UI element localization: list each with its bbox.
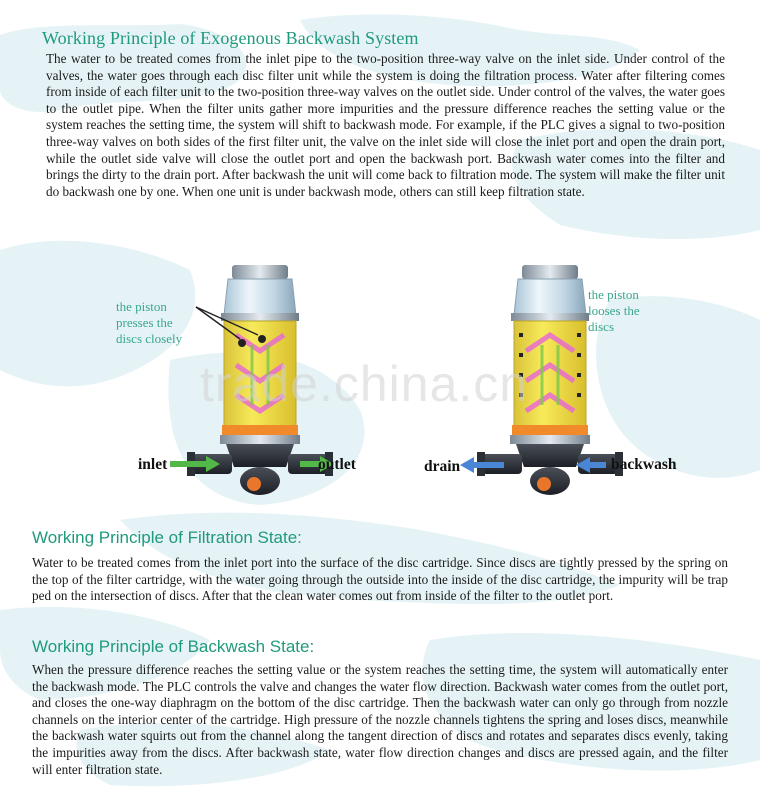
note-left-line-1: the piston — [116, 299, 167, 314]
label-drain: drain — [424, 458, 461, 475]
section-title-filtration: Working Principle of Filtration State: — [32, 528, 302, 547]
section-body-exogenous: The water to be treated comes from the inlet pipe to the two-position three-way valve on the inlet side. Under control of the valves, the water goes through each disc filter unit while the system is doing the filtration process. Water after filtering comes from inside of each filter unit to the two-position three-way valves on the outlet side. Under control of the valves, the water goes to the outlet pipe. When the filter units gather more impurities and the pressure difference reaches the setting value or the system reaches the setting time, the system will shift to backwash mode. For example, if the PLC gives a signal to two-position three-way valves on both sides of the first filter unit, the valve on the inlet side will close the inlet port and open the drain port, while the outlet side valve will close the outlet port and open the backwash port. Backwash water comes into the filter and brings the dirty to the drain port. After backwash the unit will come back to filtration mode. The system will make the filter unit do backwash one by one. When one unit is under backwash mode, others can still keep filtration state. — [46, 51, 725, 199]
note-right-line-1: the piston — [588, 287, 639, 302]
note-right-line-2: looses the — [588, 303, 640, 318]
note-right — [588, 287, 640, 335]
note-left — [116, 299, 182, 347]
section-body-backwash: When the pressure difference reaches the setting value or the system reaches the setting time, the system will automatically enter the backwash mode. The PLC controls the valve and changes the water flow direction. Backwash water comes from the outlet port, and closes the one-way diaphragm on the bottom of the disc cartridge. Then the backwash water can only go through from nozzle channels on the interior center of the cartridge. High pressure of the nozzle channels tightens the spring and loses discs, meanwhile the backwash water squirts out from the channel along the tangent direction of discs and rotates and separates discs evenly, taking the impurities away from the discs. After backwash state, water flow direction changes and discs are pressed again, and the filter will enter filtration state. — [32, 662, 728, 777]
label-outlet: outlet — [318, 456, 356, 473]
section-title-exogenous: Working Principle of Exogenous Backwash System — [42, 28, 419, 48]
label-backwash: backwash — [611, 456, 677, 473]
watermark: trade.china.cn — [200, 356, 529, 412]
label-inlet: inlet — [138, 456, 168, 473]
section-title-backwash: Working Principle of Backwash State: — [32, 637, 315, 656]
note-left-line-3: discs closely — [116, 331, 183, 346]
section-body-filtration: Water to be treated comes from the inlet port into the surface of the disc cartridge. Since discs are tightly pressed by the spring on the top of the filter cartridge, with the water going through the outside into the inside of the disc cartridge, the impurity will be trap ped on the intersection of discs. After that the clean water comes out from inside of the filter to the outlet port. — [32, 555, 728, 604]
note-left-line-2: presses the — [116, 315, 173, 330]
note-right-line-3: discs — [588, 319, 614, 334]
